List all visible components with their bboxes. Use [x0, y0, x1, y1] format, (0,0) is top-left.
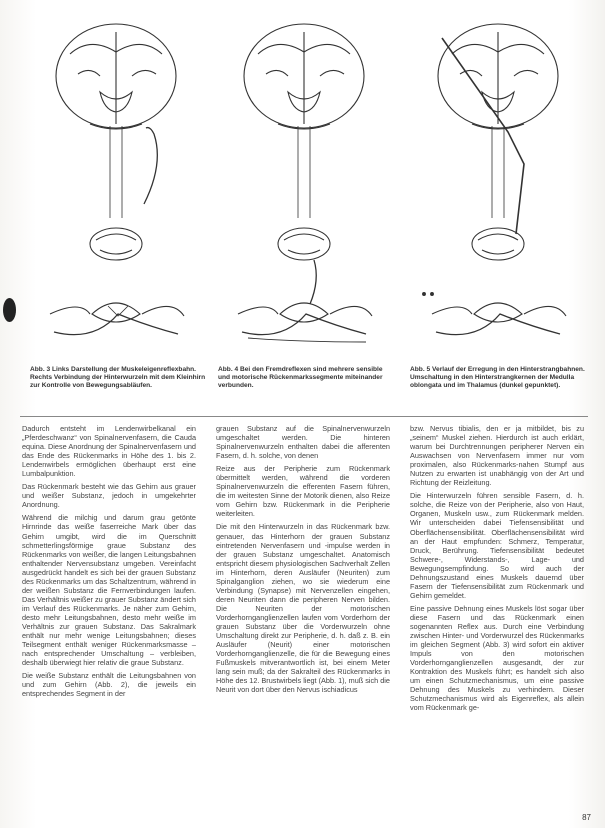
text-column-1 [22, 424, 196, 702]
figure-3-illustration [30, 14, 202, 364]
caption-label: Abb. 5 [410, 366, 431, 373]
caption-text: Bei den Fremdreflexen sind mehrere sensible und motorische Rückenmarkssegmente miteinander verbunden. [218, 366, 383, 389]
page-number: 87 [582, 813, 591, 822]
paragraph: Die mit den Hinterwurzeln in das Rückenmark bzw. genauer, das Hinterhorn der grauen Substanz eintretenden Nervenfasern und -impulse werden in der grauen Substanz umgeschaltet. Anatomisch entspricht diesem physiologischen Sachverhalt Zellen im Hinterhorn, deren Ausläufer (Neuriten) zum Spinalganglion ziehen, wo sie wiederum eine Verbindung (Synapse) mit Nervenzellen eingehen, deren Neuriten dann die peripheren Nerven bilden. Die Neuriten der motorischen Vorderhornganglienzellen laufen vom Vorderhorn der grauen Substanz über die Vorderwurzeln ohne Umschaltung direkt zur Peripherie, d. h. daß z. B. ein Ausläufer (Neurit) einer motorischen Vorderhornganglienzelle, die für die Bewegung eines Fußmuskels mitverantwortlich ist, bei einem Meter lang sein muß; da der Sakralteil des Rückenmarks in Höhe des 12. Brustwirbels liegt (Abb. 1), muß sich die Neurit von dort über den Nervus ischiadicus [216, 522, 390, 695]
paragraph: Die weiße Substanz enthält die Leitungsbahnen von und zum Gehirn (Abb. 2), die jeweils ein entsprechendes Segment in der [22, 671, 196, 699]
caption-text: Links Darstellung der Muskeleigenreflexbahn. Rechts Verbindung der Hinterwurzeln mit dem Kleinhirn zur Kontrolle von Bewegungsabläufen. [30, 366, 206, 389]
paragraph: grauen Substanz auf die Spinalnervenwurzeln umgeschaltet werden. Die hinteren Spinalnervenwurzeln enthalten dabei die afferenten Fasern, d. h. solche, von denen [216, 424, 390, 461]
figure-4-illustration [218, 14, 390, 364]
caption-label: Abb. 4 [218, 366, 239, 373]
binder-hole [3, 298, 16, 322]
paragraph: Dadurch entsteht im Lendenwirbelkanal ein „Pferdeschwanz“ von Spinalnervenfasern, die Cauda equina. Diese Anordnung der Spinalnervenfasern und das Ende des Rückenmarks in Höhe des 1. bis 2. Lendenwirbels ermöglichen überhaupt erst eine Lumbalpunktion. [22, 424, 196, 479]
figure-5-illustration [412, 14, 584, 364]
paragraph: Die Hinterwurzeln führen sensible Fasern, d. h. solche, die Reize von der Peripherie, also von Haut, Organen, Muskeln usw., zum Rückenmark melden. Wir unterscheiden dabei Tiefensensibilität und Oberflächensensibilität. Oberflächensensibilität wird an der Haut empfunden: Schmerz, Temperatur, Druck, Berührung. Tiefensensibilität bedeutet Schwere-, Widerstands-, Lage- und Bewegungsempfindung. So wird auch der Dehnungszustand eines Muskels dauernd über Fasern der Tiefensensibilität zum Rückenmark und Gehirn gemeldet. [410, 491, 584, 600]
paragraph: Reize aus der Peripherie zum Rückenmark übermittelt werden, während die vorderen Spinalnervenwurzeln die efferenten Fasern führen, die im weitesten Sinne der Motorik dienen, also Reize vom Gehirn bzw. Rückenmark in die Peripherie weiterleiten. [216, 464, 390, 519]
caption-label: Abb. 3 [30, 366, 51, 373]
paragraph: Während die milchig und darum grau getönte Hirnrinde das weiße faserreiche Mark über das Gehirn umgibt, wird die im Querschnitt schmetterlingsförmige graue Substanz des Rückenmarks von weißer, die langen Leitungsbahnen enthaltender Nervensubstanz umgeben. Vereinfacht ausgedrückt handelt es sich bei der grauen Substanz des Rückenmarks um das Schaltzentrum, während in der weißen Substanz die Fernverbindungen laufen. Das Verhältnis weißer zu grauer Substanz ändert sich im Verlauf des Rückenmarks. Je näher zum Gehirn, desto mehr Leitungsbahnen, desto mehr weiße im Verhältnis zur grauen Substanz. Das Sakralmark enthält nur mehr wenige Leitungsbahnen; dieses Teilsegment enthält weniger Rückenmarksmasse – nach entsprechender Umschaltung – verbleiben, deshalb überwiegt hier relativ die graue Substanz. [22, 513, 196, 668]
caption-text: Verlauf der Erregung in den Hinterstrangbahnen. Umschaltung in den Hinterstrangkernen der Medulla oblongata und im Thalamus (dunkel gepunktet). [410, 366, 585, 389]
divider [20, 416, 588, 417]
paragraph: Das Rückenmark besteht wie das Gehirn aus grauer und weißer Substanz, jedoch in umgekehrter Anordnung. [22, 482, 196, 510]
figure-3-caption [30, 366, 206, 389]
figure-5-caption [410, 366, 586, 389]
figure-4-caption [218, 366, 394, 389]
paragraph: Eine passive Dehnung eines Muskels löst sogar über diese Fasern und das Rückenmark einen sogenannten Reflex aus. Durch eine Verbindung zwischen Hinter- und Vorderwurzel des Rückenmarks im gleichen Segment (Abb. 3) wird sofort ein aktiver Impuls von den motorischen Vorderhornganglienzellen ausgesandt, der zur Kontraktion des Muskels führt; es handelt sich also um einen Schutzmechanismus, um eine passive Dehnung des Muskels zu verhindern. Dieser Schutzmechanismus wird als Eigenreflex, als allein vom Rückenmark ge- [410, 603, 584, 713]
paragraph: bzw. Nervus tibialis, den er ja mitbildet, bis zu „seinem“ Muskel ziehen. Hierdurch ist auch erklärt, warum bei Durchtrennungen peripherer Nerven ein Auswachsen von Nervenfasern immer nur vom proximalen, also Rückenmarks-nahen Stumpf aus Nutzen zu erwarten ist unabhängig von der Art und Richtung der Reizleitung. [410, 424, 584, 488]
text-column-3 [410, 424, 584, 716]
text-column-2 [216, 424, 390, 698]
